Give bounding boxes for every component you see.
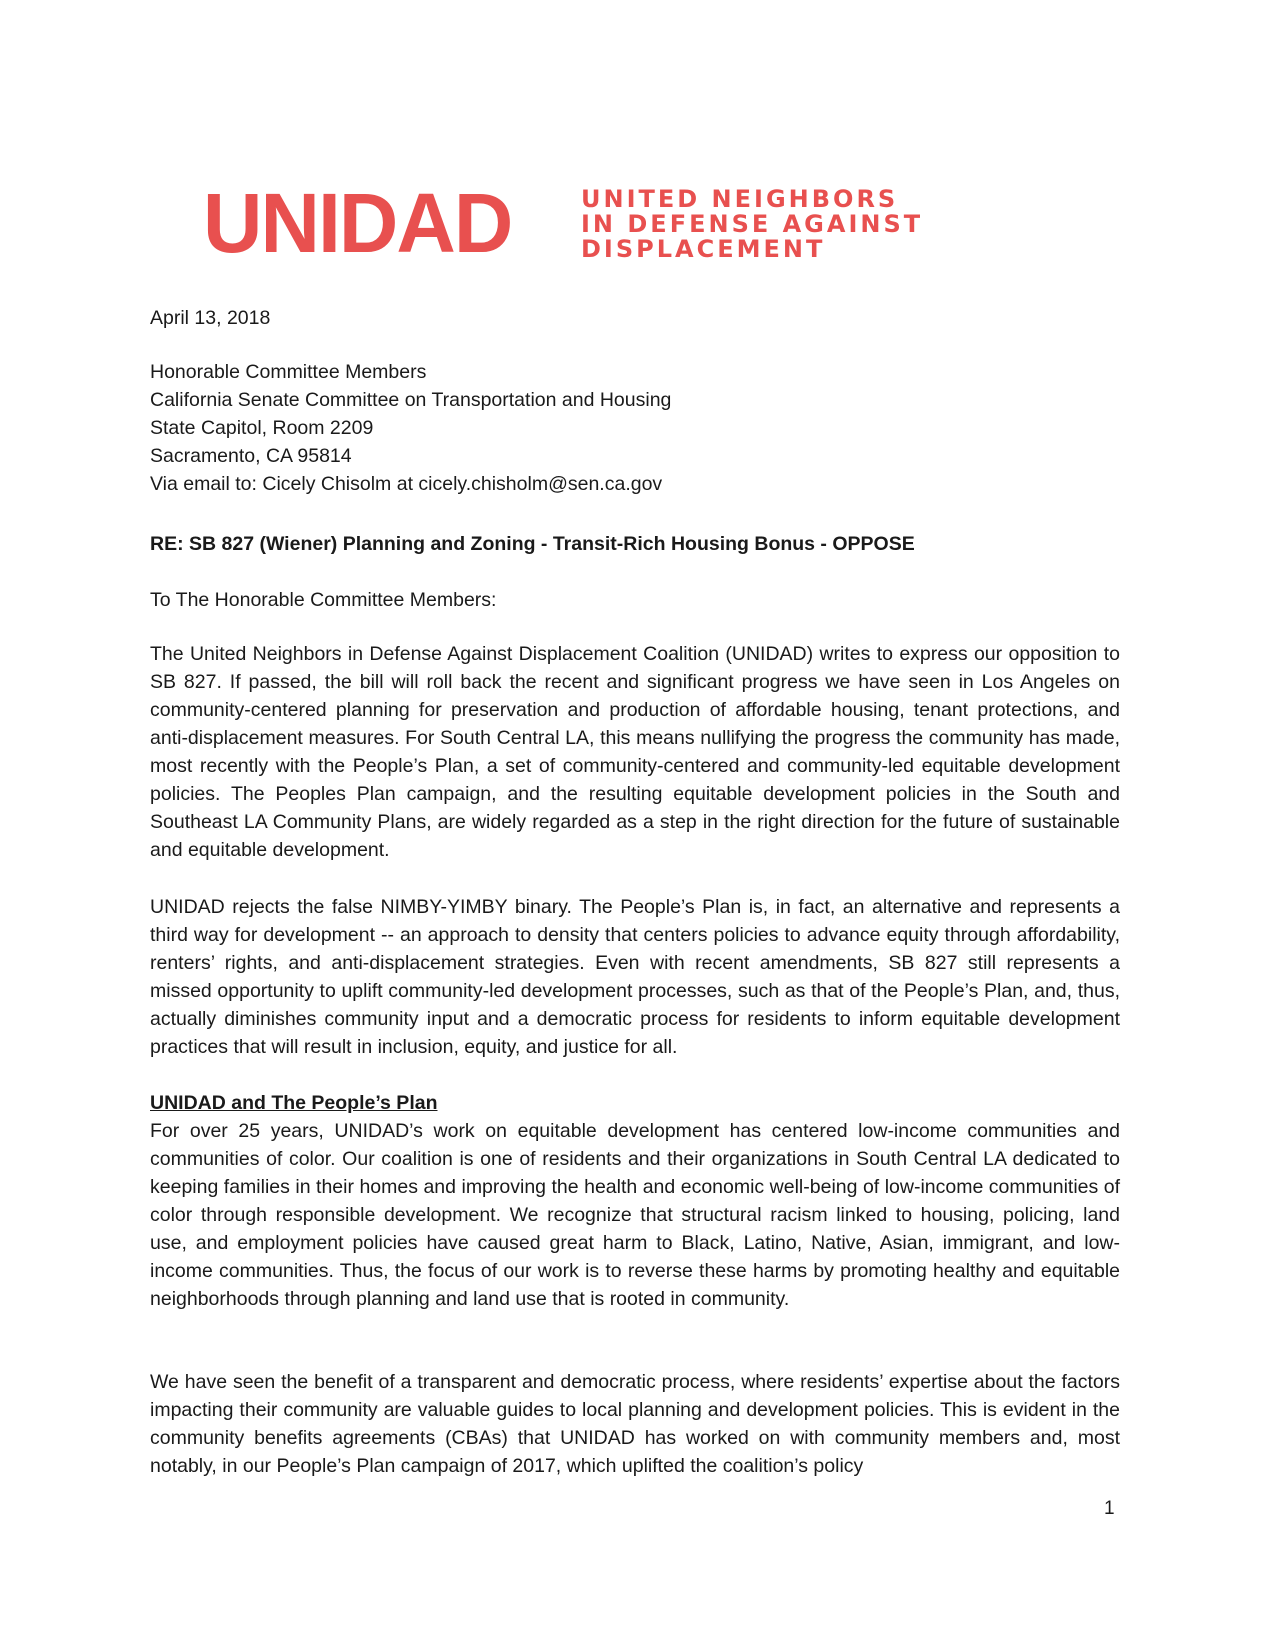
body-paragraph: For over 25 years, UNIDAD’s work on equitable development has centered low-income communities and communities of color. Our coalition is one of residents and their organizations in South Central LA dedicated to keeping families in their homes and improving the health and economic well-being of low-income communities of color through responsible development. We recognize that structural racism linked to housing, policing, land use, and employment policies have caused great harm to Black, Latino, Native, Asian, immigrant, and low-income communities. Thus, the focus of our work is to reverse these harms by promoting healthy and equitable neighborhoods through planning and land use that is rooted in community. [150, 1120, 1120, 1310]
logo-tagline [581, 187, 923, 262]
subject-line: RE: SB 827 (Wiener) Planning and Zoning - Transit-Rich Housing Bonus - OPPOSE [150, 533, 915, 555]
body-paragraph: We have seen the benefit of a transparent and democratic process, where residents’ expertise about the factors impacting their community are valuable guides to local planning and development policies. This is evident in the community benefits agreements (CBAs) that UNIDAD has worked on with community members and, most notably, in our People’s Plan campaign of 2017, which uplifted the coalition’s policy [150, 1371, 1120, 1477]
recipient-line: California Senate Committee on Transportation and Housing [150, 389, 672, 411]
page-number: 1 [1104, 1498, 1115, 1519]
recipient-line: Sacramento, CA 95814 [150, 445, 352, 467]
recipient-line: State Capitol, Room 2209 [150, 417, 374, 439]
logo-tagline-line: UNITED NEIGHBORS [581, 185, 899, 213]
body-paragraph: The United Neighbors in Defense Against Displacement Coalition (UNIDAD) writes to express our opposition to SB 827. If passed, the bill will roll back the recent and significant progress we have seen in Los Angeles on community-centered planning for preservation and production of affordable housing, tenant protections, and anti-displacement measures. For South Central LA, this means nullifying the progress the community has made, most recently with the People’s Plan, a set of community-centered and community-led equitable development policies. The Peoples Plan campaign, and the resulting equitable development policies in the South and Southeast LA Community Plans, are widely regarded as a step in the right direction for the future of sustainable and equitable development. [150, 643, 1120, 861]
logo-wordmark: UNIDAD [203, 176, 512, 270]
logo-tagline-line: DISPLACEMENT [581, 235, 826, 263]
logo-tagline-line: IN DEFENSE AGAINST [581, 210, 924, 238]
recipient-email-line: Via email to: Cicely Chisolm at cicely.chisholm@sen.ca.gov [150, 473, 663, 495]
body-paragraph: UNIDAD rejects the false NIMBY-YIMBY binary. The People’s Plan is, in fact, an alternative and represents a third way for development -- an approach to density that centers policies to advance equity through affordability, renters’ rights, and anti-displacement strategies. Even with recent amendments, SB 827 still represents a missed opportunity to uplift community-led development processes, such as that of the People’s Plan, and, thus, actually diminishes community input and a democratic process for residents to inform equitable development practices that will result in inclusion, equity, and justice for all. [150, 896, 1120, 1058]
section-heading: UNIDAD and The People’s Plan [150, 1092, 438, 1114]
recipient-address [150, 358, 1120, 498]
unidad-logo [203, 176, 943, 270]
recipient-line: Honorable Committee Members [150, 361, 427, 383]
letter-date: April 13, 2018 [150, 307, 271, 329]
salutation: To The Honorable Committee Members: [150, 589, 497, 611]
